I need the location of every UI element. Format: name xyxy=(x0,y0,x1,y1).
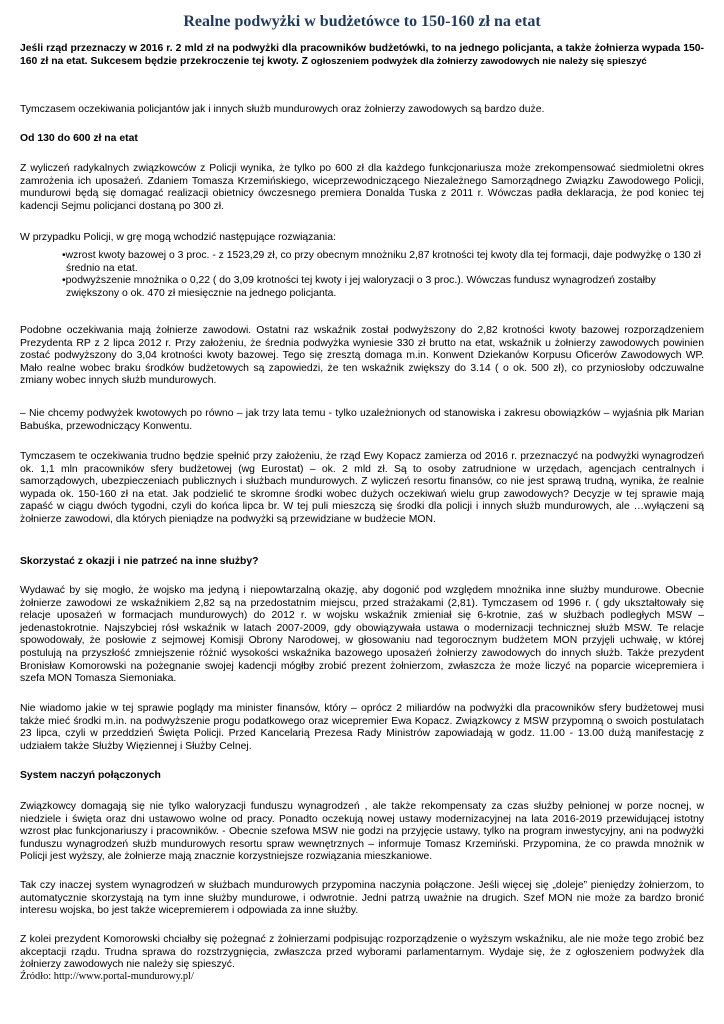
list-item: •wzrost kwoty bazowej o 3 proc. - z 1523,29 zł, co przy obecnym mnożniku 2,87 krotności tej kwoty dla tej formacji, daje podwyżkę o 130 zł średnio na etat. xyxy=(62,250,701,274)
article-title: Realne podwyżki w budżetówce to 150-160 zł na etat xyxy=(183,13,541,30)
lead-small: ogłoszeniem podwyżek dla żołnierzy zawodowych nie należy się spieszyć xyxy=(310,55,647,67)
paragraph-7: Wydawać by się mogło, że wojsko ma jedyną i niepowtarzalną okazję, aby dogonić pod względem mnożnika inne służby mundurowe. Obecnie żołnierze zawodowi ze wskaźnikiem 2,82 są na przedostatnim miejscu, przed strażakami (2,81). Tymczasem od 1996 r. ( gdy ukształtowały się relacje uposażeń w formacjach mundurowych) do 2012 r. w wojsku wskaźnik zmieniał się 6-krotnie, zaś w służbach podległych MSW – jedenastokrotnie. Najszybciej rósł wskaźnik w latach 2007-2009, gdy obowiązywała ustawa o modernizacji technicznej służb MSW. Te relacje spowodowały, że posłowie z sejmowej Komisji Obrony Narodowej, w głosowaniu nad tegorocznym budżetem MON przyjęli uchwałę, w której postulują na przyszłość zmniejszenie różnić wysokości wskaźnika bazowego uposażeń żołnierzy zawodowych do innych służb. Także prezydent Bronisław Komorowski na pożegnanie swojej kadencji mógłby zrobić prezent żołnierzom, zwłaszcza że może liczyć na poparcie wicepremiera i szefa MON Tomasza Siemoniaka. xyxy=(20,585,704,685)
paragraph-11: Z kolei prezydent Komorowski chciałby się pożegnać z żołnierzami podpisując rozporządzenie o wyższym wskaźniku, ale nie może tego zrobić bez akceptacji rządu. Trudna sprawa do rozstrzygnięcia, zwłaszcza przed wyborami parlamentarnym. Wydaje się, że z ogłoszeniem podwyżek dla żołnierzy zawodowych nie należy się spieszyć. xyxy=(20,934,704,971)
paragraph-3: W przypadku Policji, w grę mogą wchodzić następujące rozwiązania: xyxy=(20,232,336,243)
lead-paragraph xyxy=(20,43,704,68)
paragraph-10: Tak czy inaczej system wynagrodzeń w służbach mundurowych przypomina naczynia połączone. Jeśli więcej się „doleje” pieniędzy żołnierzom, to automatycznie skorzystają na tym inne służby mundurowe, i odwrotnie. Jedni patrzą uważnie na drugich. Szef MON nie może za bardzo bronić interesu wojska, bo jest także wicepremierem i odpowiada za inne służby. xyxy=(20,880,704,917)
paragraph-4: Podobne oczekiwania mają żołnierze zawodowi. Ostatni raz wskaźnik został podwyższony do 2,82 krotności kwoty bazowej rozporządzeniem Prezydenta RP z 2 lipca 2012 r. Przy założeniu, że średnia podwyżka wyniesie 330 zł brutto na etat, wskaźnik u żołnierzy zawodowych powinien zostać podwyższony do 3,04 krotności kwoty bazowej. Tego się zresztą domaga m.in. Konwent Dziekanów Korpusu Oficerów Zawodowych WP. Mało realne wobec braku środków budżetowych są zapowiedzi, że ten wskaźnik zwiększy do 3.14 ( o ok. 500 zł), co przyniosłoby odczuwalne zmiany wobec innych służb mundurowych. xyxy=(20,325,704,387)
paragraph-8: Nie wiadomo jakie w tej sprawie poglądy ma minister finansów, który – oprócz 2 miliardów na podwyżki dla pracowników sfery budżetowej musi także mieć środki m.in. na podwyższenie progu podatkowego oraz wicepremier Ewa Kopacz. Związkowcy z MSW przypomną o swoich postulatach 23 lipca, czyli w przeddzień Święta Policji. Przed Kancelarią Prezesa Rady Ministrów zapowiadają w godz. 11.00 - 13.00 dużą manifestację z udziałem także Służby Więziennej i Służby Celnej. xyxy=(20,703,704,752)
paragraph-1: Tymczasem oczekiwania policjantów jak i innych służb mundurowych oraz żołnierzy zawodowych są bardzo duże. xyxy=(20,104,545,115)
source-line: Źródło: http://www.portal-mundurowy.pl/ xyxy=(20,971,194,982)
heading-od-130-do-600: Od 130 do 600 zł na etat xyxy=(20,133,138,144)
paragraph-9: Związkowcy domagają się nie tylko waloryzacji funduszu wynagrodzeń , ale także rekompensaty za czas służby pełnionej w porze nocnej, w niedziele i święta oraz dni ustawowo wolne od pracy. Ponadto oczekują nowej ustawy modernizacyjnej na lata 2016-2019 przewidującej istotny wzrost płac funkcjonariuszy i pracowników. - Obecnie szefowa MSW nie godzi na przyjęcie ustawy, tylko na program inwestycyjny, ani na podwyżki funduszu wynagrodzeń służb mundurowych resortu spraw wewnętrznych – informuje Tomasz Krzemiński. Przypomina, że co prawda mnożnik w Policji jest wyższy, ale żołnierze mają znacznie korzystniejsze rozwiązania mieszkaniowe. xyxy=(20,801,704,863)
heading-skorzystac: Skorzystać z okazji i nie patrzeć na inne służby? xyxy=(20,556,259,567)
lead-main: Jeśli rząd przeznaczy w 2016 r. 2 mld zł na podwyżki dla pracowników budżetówki, to na jednego policjanta, a także żołnierza wypada 150-160 zł na etat. Sukcesem będzie przekroczenie tej kwoty. Z xyxy=(20,43,704,67)
list-item: •podwyższenie mnożnika o 0,22 ( do 3,09 krotności tej kwoty i jej waloryzacji o 3 proc.). Wówczas fundusz wynagrodzeń zostałby zwiększony o ok. 470 zł miesięcznie na jednego policjanta. xyxy=(62,275,656,299)
paragraph-6: Tymczasem te oczekiwania trudno będzie spełnić przy założeniu, że rząd Ewy Kopacz zamierza od 2016 r. przeznaczyć na podwyżki wynagrodzeń ok. 1,1 mln pracowników sfery budżetowej (wg Eurostat) – ok. 2 mld zł. Są to osoby zatrudnione w urzędach, agencjach centralnych i samorządowych, ubezpieczeniach publicznych i służbach mundurowych. Z wyliczeń resortu finansów, co nie jest sprawą trudną, wynika, że realnie wypada ok. 150-160 zł na etat. Jak podzielić te skromne środki wobec dużych oczekiwań wielu grup zawodowych? Decyzje w tej sprawie mają zapaść w ciągu dwóch tygodni, czyli do końca lipca br. W tej puli mieszczą się środki dla policji i innych służb mundurowych, ale …wyłączeni są żołnierze zawodowi, dla których pieniądze na podwyżki są przewidziane w budżecie MON. xyxy=(20,451,704,525)
quote-paragraph: – Nie chcemy podwyżek kwotowych po równo – jak trzy lata temu - tylko uzależnionych od stanowiska i zakresu obowiązków – wyjaśnia płk Marian Babuśka, przewodniczący Konwentu. xyxy=(20,408,704,432)
paragraph-2: Z wyliczeń radykalnych związkowców z Policji wynika, że tylko po 600 zł dla każdego funkcjonariusza może zrekompensować siedmioletni okres zamrożenia ich uposażeń. Zdaniem Tomasza Krzemińskiego, wiceprzewodniczącego Niezależnego Samorządnego Związku Zawodowego Policji, mundurowi będą się domagać realizacji obietnicy ówczesnego premiera Donalda Tuska z 2011 r. Wówczas padła deklaracja, że pod koniec tej kadencji Sejmu policjanci dostaną po 300 zł. xyxy=(20,163,704,212)
solutions-list xyxy=(62,250,702,300)
heading-system-naczyn: System naczyń połączonych xyxy=(20,770,161,781)
